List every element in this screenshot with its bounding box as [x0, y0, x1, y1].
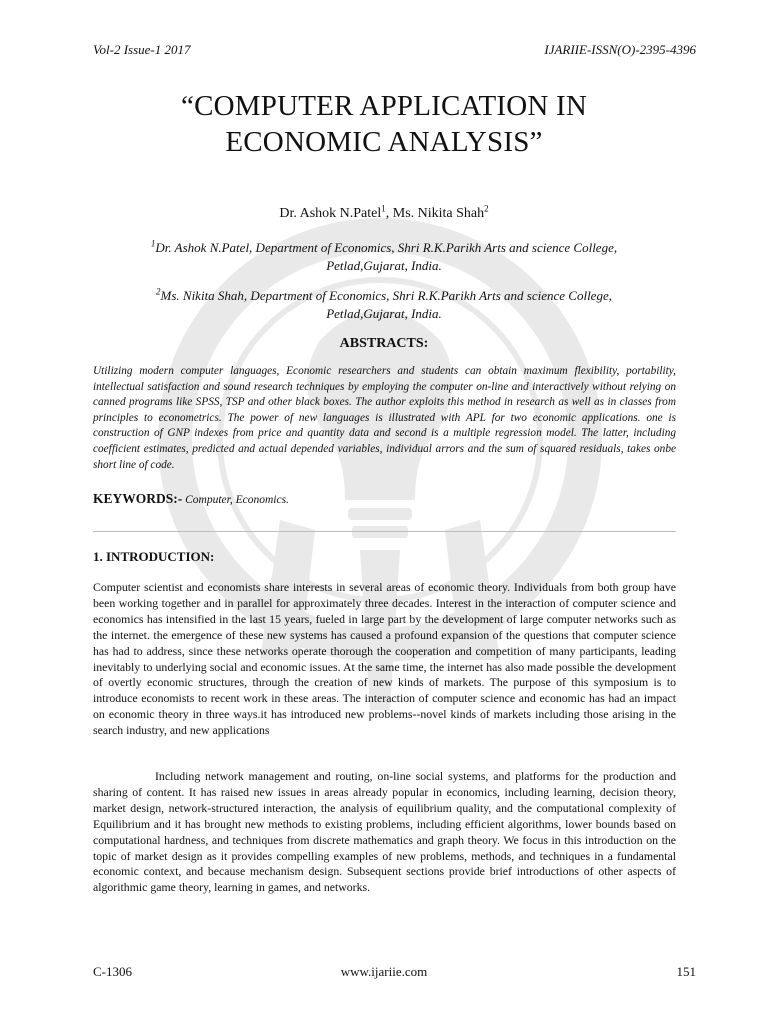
- author-list: [0, 203, 768, 222]
- paper-title: [0, 88, 768, 160]
- affiliation-2-mark: 2: [156, 286, 161, 297]
- affiliation-2-line-1: Ms. Nikita Shah, Department of Economics, Shri R.K.Parikh Arts and science College,: [160, 288, 612, 303]
- keywords: [93, 491, 289, 507]
- affiliation-1-line-2: Petlad,Gujarat, India.: [326, 258, 442, 273]
- footer-page-number: 151: [676, 964, 696, 979]
- affiliation-1: [110, 239, 658, 275]
- affiliation-2-line-2: Petlad,Gujarat, India.: [326, 306, 442, 321]
- section-divider: [93, 531, 676, 532]
- affiliation-2: [110, 287, 658, 323]
- abstract-text: Utilizing modern computer languages, Economic researchers and students can obtain maximum flexibility, portability, intellectual satisfaction and sound research techniques by employing the computer on-line and interactively without relying on canned programs like SPSS, TSP and other black boxes. The author exploits this method in research as well as in classes from principles to econometrics. The power of new languages is illustrated with APL for two economic applications. one is construction of GNP indexes from price and quantity data and second is a multiple regression model. The latter, including coefficient estimates, predicted and actual depended variables, individual arrors and the sum of squared residuals, takes onbe short line of code.: [93, 365, 676, 471]
- affiliation-1-mark: 1: [150, 238, 156, 249]
- title-line-2: ECONOMIC ANALYSIS”: [225, 126, 543, 158]
- author-separator: ,: [385, 206, 393, 221]
- journal-volume: Vol-2 Issue-1 2017: [93, 42, 191, 57]
- abstract-heading: ABSTRACTS:: [339, 336, 429, 351]
- author-2: Ms. Nikita Shah: [392, 206, 485, 221]
- journal-issn: IJARIIE-ISSN(O)-2395-4396: [544, 42, 696, 57]
- footer-website: www.ijariie.com: [340, 964, 428, 979]
- introduction-paragraph-2: Including network management and routing, on-line social systems, and platforms for the production and sharing of content. It has raised new issues in areas already popular in economics, including learning, decision theory, market design, network-structured interaction, the analysis of equilibrium quality, and the computational complexity of Equilibrium and it has brought new methods to existing problems, including efficient algorithms, lower bounds based on computational hardness, and techniques from discrete mathematics and graph theory. We focus in this introduction on the topic of market design as it provides compelling examples of new problems, methods, and techniques in a fundamental economic context, and because mechanism design. Subsequent sections provide brief introductions of other aspects of algorithmic game theory, learning in games, and networks.: [93, 769, 676, 895]
- keywords-values: Computer, Economics.: [182, 494, 289, 506]
- author-1: Dr. Ashok N.Patel: [279, 206, 382, 221]
- author-2-mark: 2: [484, 203, 489, 214]
- introduction-paragraph-1: Computer scientist and economists share interests in several areas of economic theory. Individuals from both group have been working together and in parallel for approximately three decades. Interest in the interaction of computer science and economics has intensified in the last 15 years, fueled in large part by the development of large computer networks such as the internet. the emergence of these new systems has caused a profound expansion of the questions that computer science has had to address, since these networks operate thorough the cooperation and competition of many participants, leading inevitably to underlying social and economic issues. At the same time, the internet has also made possible the development of overtly economic structures, through the creation of new kinds of markets. The purpose of this symposium is to introduce economists to recent work in these areas. The interaction of computer science and economic has had an impact on economic theory in three ways.it has introduced new problems--novel kinds of markets including those arising in the search industry, and new applications: [93, 580, 676, 738]
- affiliation-1-line-1: Dr. Ashok N.Patel, Department of Economics, Shri R.K.Parikh Arts and science College,: [155, 240, 618, 255]
- title-line-1: “COMPUTER APPLICATION IN: [181, 90, 587, 122]
- introduction-heading: 1. INTRODUCTION:: [93, 549, 215, 564]
- keywords-label: KEYWORDS:-: [93, 491, 183, 506]
- author-1-mark: 1: [381, 203, 386, 214]
- footer-paper-code: C-1306: [93, 964, 132, 979]
